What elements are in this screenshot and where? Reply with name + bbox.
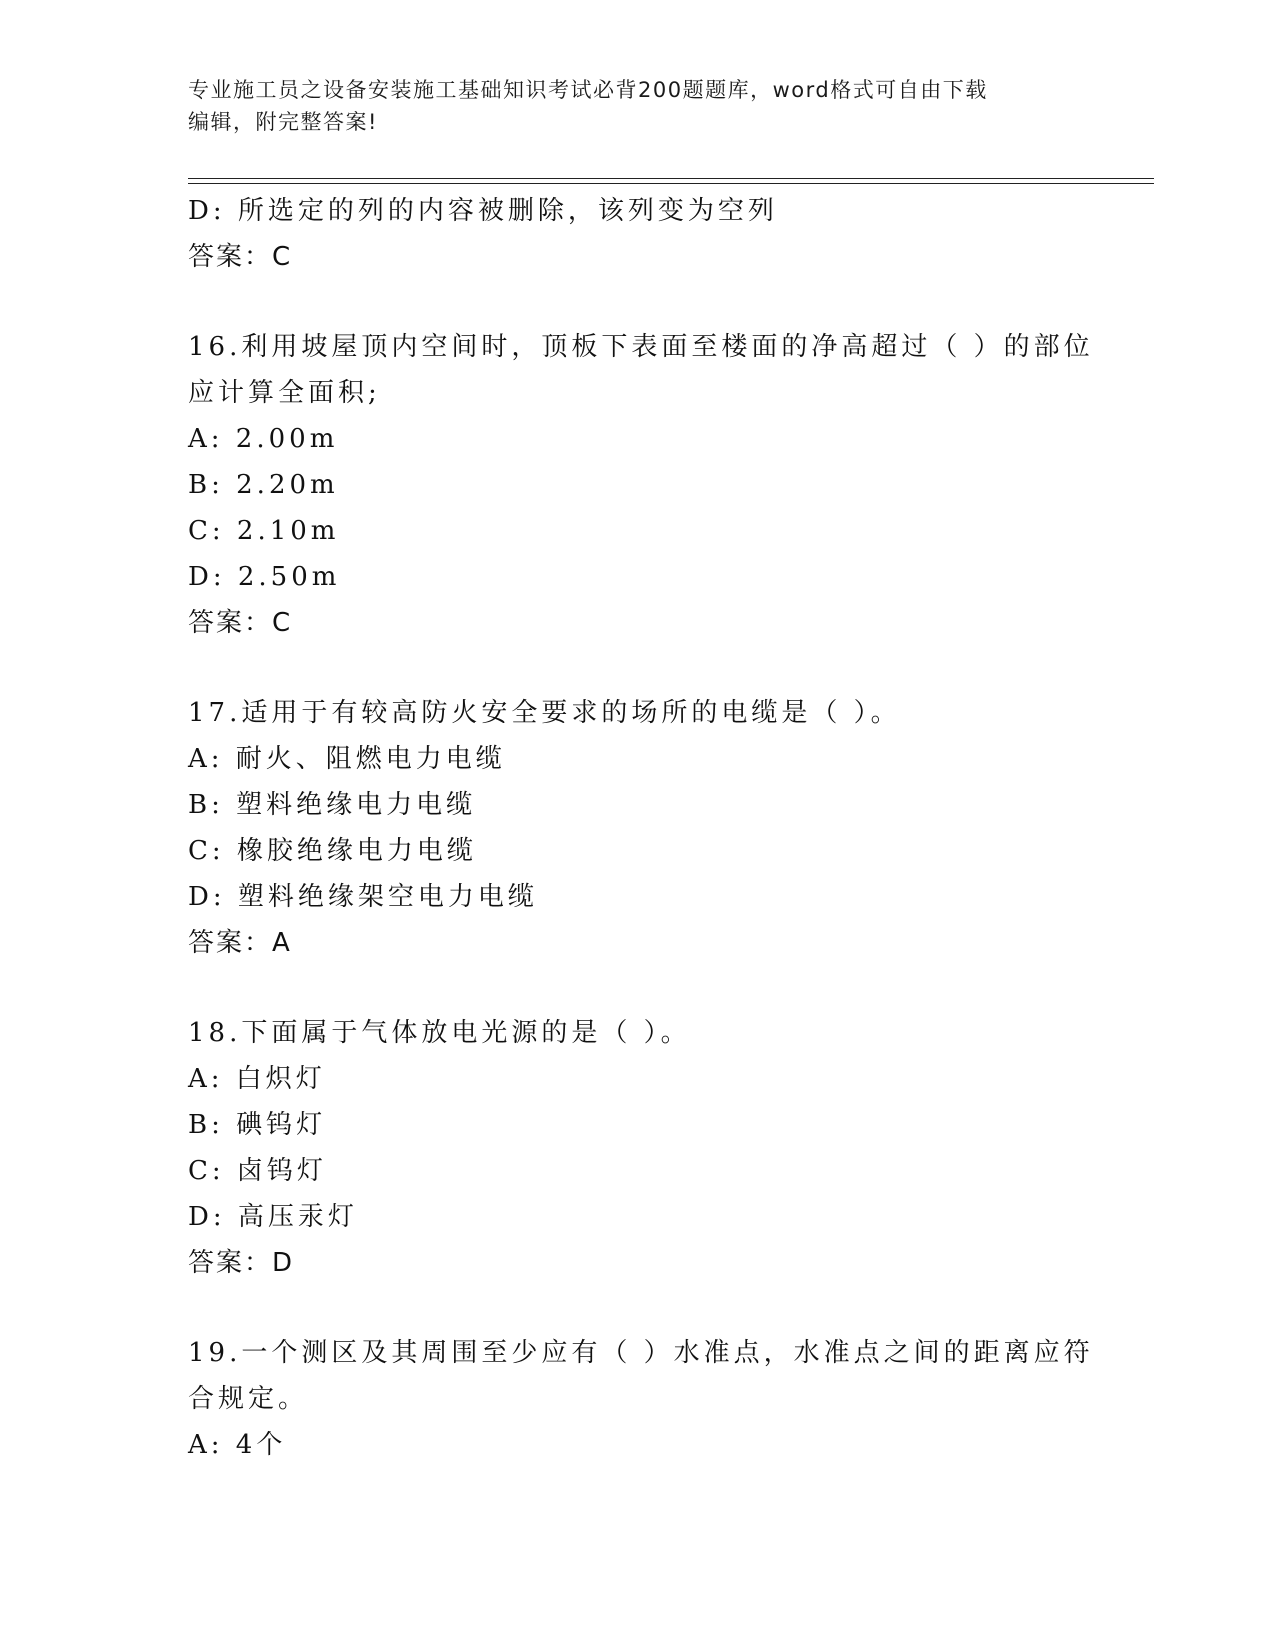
question-18 xyxy=(188,1010,1088,1286)
header-line-2: 编辑，附完整答案! xyxy=(188,110,378,134)
option-d: D: 所选定的列的内容被删除，该列变为空列 xyxy=(188,196,778,226)
option-a: A: 2.00m xyxy=(188,424,339,454)
answer-line: 答案：D xyxy=(188,1248,295,1278)
question-stem-line: 19.一个测区及其周围至少应有（ ）水准点，水准点之间的距离应符 xyxy=(188,1338,1094,1368)
header-divider-top xyxy=(188,178,1154,179)
option-b: B: 碘钨灯 xyxy=(188,1110,327,1140)
option-c: C: 2.10m xyxy=(188,516,340,546)
question-content xyxy=(188,188,1094,1468)
question-stem-line: 16.利用坡屋顶内空间时，顶板下表面至楼面的净高超过（ ）的部位 xyxy=(188,332,1094,362)
option-a: A: 4个 xyxy=(188,1430,287,1460)
option-a: A: 耐火、阻燃电力电缆 xyxy=(188,744,506,774)
question-stem-line: 17.适用于有较高防火安全要求的场所的电缆是（ ）。 xyxy=(188,698,901,728)
question-17 xyxy=(188,690,1088,966)
document-header xyxy=(188,74,1088,138)
question-stem-line: 应计算全面积; xyxy=(188,378,381,408)
question-stem-line: 合规定。 xyxy=(188,1384,309,1414)
header-line-1: 专业施工员之设备安装施工基础知识考试必背200题题库，word格式可自由下载 xyxy=(188,78,988,102)
option-d: D: 塑料绝缘架空电力电缆 xyxy=(188,882,538,912)
header-divider-bottom xyxy=(188,183,1154,184)
question-stem-line: 18.下面属于气体放电光源的是（ ）。 xyxy=(188,1018,691,1048)
option-a: A: 白炽灯 xyxy=(188,1064,326,1094)
answer-line: 答案：A xyxy=(188,928,292,958)
option-d: D: 2.50m xyxy=(188,562,341,592)
answer-line: 答案：C xyxy=(188,608,293,638)
option-b: B: 2.20m xyxy=(188,470,339,500)
answer-line: 答案：C xyxy=(188,242,293,272)
previous-question-tail xyxy=(188,188,1088,280)
option-b: B: 塑料绝缘电力电缆 xyxy=(188,790,477,820)
option-c: C: 橡胶绝缘电力电缆 xyxy=(188,836,477,866)
option-c: C: 卤钨灯 xyxy=(188,1156,327,1186)
question-19 xyxy=(188,1330,1094,1468)
option-d: D: 高压汞灯 xyxy=(188,1202,358,1232)
question-16 xyxy=(188,324,1094,646)
